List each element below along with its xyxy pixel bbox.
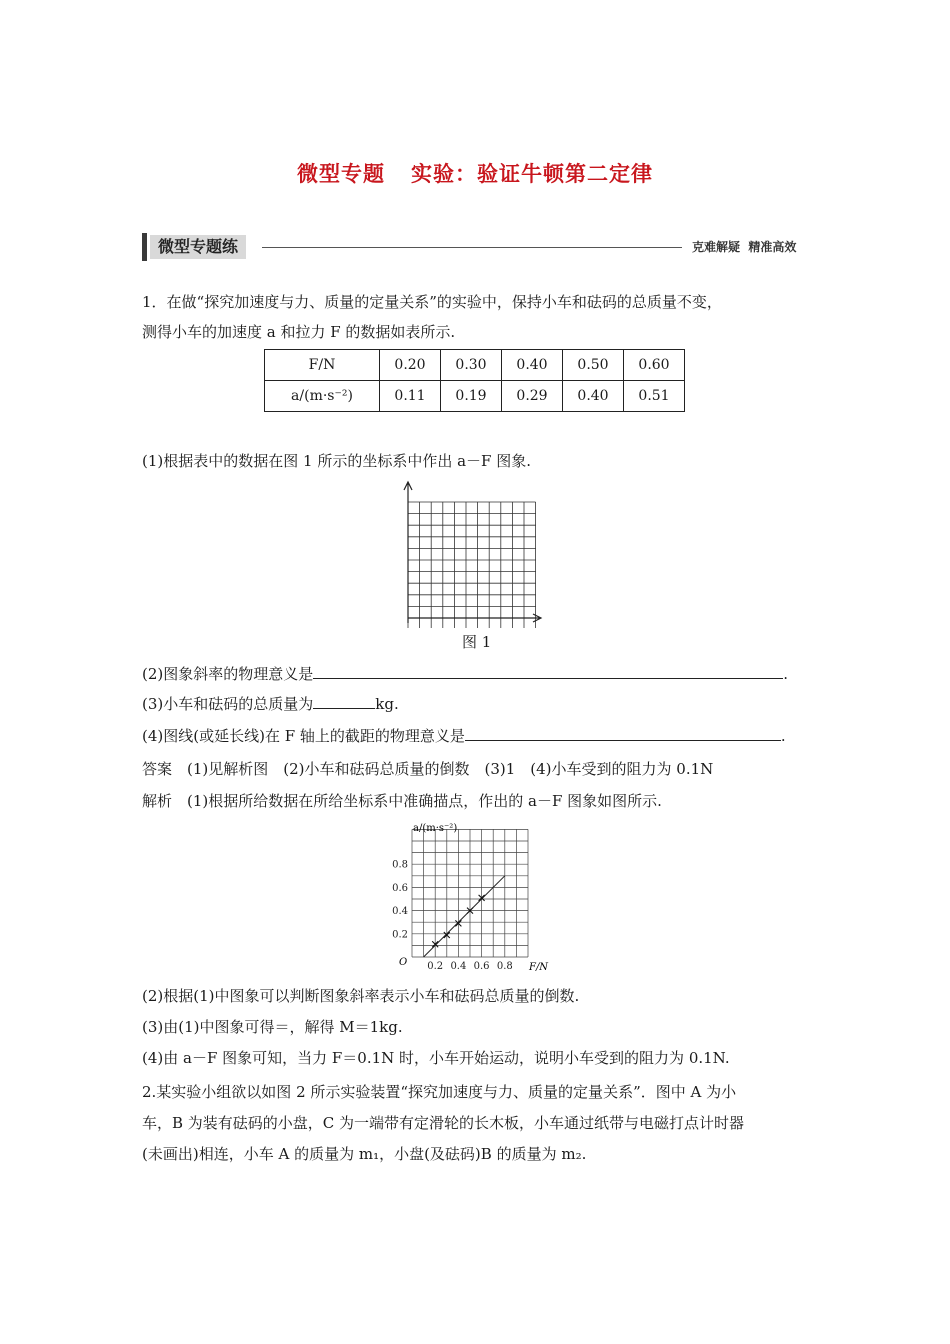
section-bar	[142, 233, 147, 261]
q1-sub1: (1)根据表中的数据在图 1 所示的坐标系中作出 a－F 图象.	[142, 452, 531, 470]
q2-line2: 车，B 为装有砝码的小盘，C 为一端带有定滑轮的长木板，小车通过纸带与电磁打点计时器	[142, 1114, 745, 1132]
chart-grid	[412, 829, 528, 957]
section-label: 微型专题练	[150, 235, 246, 259]
q1-answer: 答案 (1)见解析图 (2)小车和砝码总质量的倒数 (3)1 (4)小车受到的阻力为 0.1N	[142, 760, 714, 778]
q1-line1: 1．在做“探究加速度与力、质量的定量关系”的实验中，保持小车和砝码的总质量不变，	[142, 293, 722, 311]
chart-x-tick-label: 0.2	[427, 961, 444, 972]
chart-x-tick-label: 0.4	[450, 961, 467, 972]
table-cell: 0.20	[380, 350, 441, 381]
table-cell: 0.40	[502, 350, 563, 381]
chart-y-tick-label: 0.8	[392, 859, 408, 871]
q1-analysis4: (4)由 a－F 图象可知，当力 F＝0.1N 时，小车开始运动，说明小车受到的阻力为 0.1N.	[142, 1049, 730, 1067]
section-slogan: 克难解疑 精准高效	[692, 240, 797, 254]
section-divider	[262, 247, 682, 248]
table-cell: 0.19	[441, 381, 502, 412]
chart-y-axis-label: a/(m·s⁻²)	[413, 823, 458, 834]
data-table-wrap	[264, 349, 685, 412]
data-table	[264, 349, 685, 412]
table-cell: 0.11	[380, 381, 441, 412]
page-title	[0, 158, 950, 188]
q1-sub2: (2)图象斜率的物理意义是 .	[142, 665, 789, 683]
figure1-x-axis	[408, 614, 541, 622]
figure1-y-axis	[404, 482, 412, 623]
q1-sub4: (4)图线(或延长线)在 F 轴上的截距的物理意义是 .	[142, 727, 786, 745]
chart-y-tick-label: 0.4	[392, 906, 408, 918]
table-cell: 0.40	[563, 381, 624, 412]
title-left: 微型专题	[297, 162, 385, 186]
q1-line2: 测得小车的加速度 a 和拉力 F 的数据如表所示.	[142, 323, 456, 341]
table-head-accel: a/(m·s⁻²)	[265, 381, 380, 412]
title-right: 实验：验证牛顿第二定律	[411, 162, 653, 186]
q2-line3: (未画出)相连，小车 A 的质量为 m₁，小盘(及砝码)B 的质量为 m₂.	[142, 1145, 587, 1163]
chart-origin-label: O	[399, 957, 408, 968]
a-f-chart	[385, 815, 560, 975]
q1-analysis1: 解析 (1)根据所给数据在所给坐标系中准确描点，作出的 a－F 图象如图所示.	[142, 792, 662, 810]
q1-analysis2: (2)根据(1)中图象可以判断图象斜率表示小车和砝码总质量的倒数.	[142, 987, 580, 1005]
chart-marks	[392, 860, 513, 972]
q1-analysis3: (3)由(1)中图象可得＝，解得 M＝1kg.	[142, 1018, 403, 1036]
figure1-grid-lines	[408, 502, 536, 628]
table-cell: 0.30	[441, 350, 502, 381]
q2-line1: 2.某实验小组欲以如图 2 所示实验装置“探究加速度与力、质量的定量关系”．图中 A 为小	[142, 1083, 737, 1101]
table-cell: 0.50	[563, 350, 624, 381]
answer-blank-4	[465, 726, 781, 741]
table-cell: 0.60	[624, 350, 685, 381]
table-cell: 0.51	[624, 381, 685, 412]
chart-x-axis-label: F/N	[529, 962, 549, 973]
chart-y-tick-label: 0.6	[392, 882, 408, 894]
chart-y-tick-label: 0.2	[392, 929, 408, 941]
q1-sub3: (3)小车和砝码的总质量为 kg.	[142, 695, 399, 713]
figure1-caption: 图 1	[462, 633, 492, 651]
figure1-empty-grid	[396, 478, 546, 628]
answer-blank-2	[313, 664, 783, 679]
chart-x-tick-label: 0.8	[496, 961, 513, 972]
table-row	[265, 381, 685, 412]
table-row	[265, 350, 685, 381]
table-cell: 0.29	[502, 381, 563, 412]
answer-blank-3	[313, 694, 375, 709]
chart-x-tick-label: 0.6	[473, 961, 490, 972]
table-head-force: F/N	[265, 350, 380, 381]
